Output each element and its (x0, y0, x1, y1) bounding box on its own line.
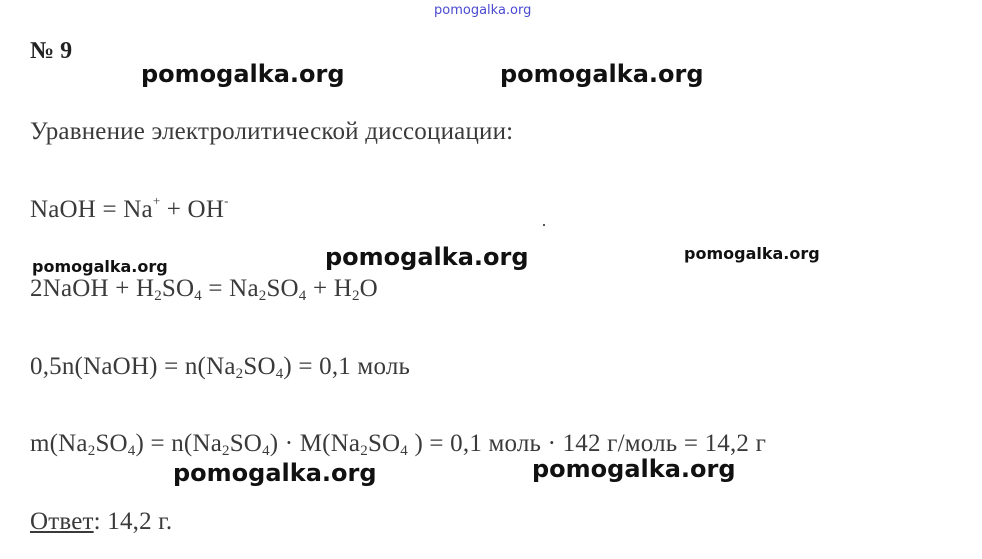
equation-moles: 0,5n(NaOH) = $n(Na_2SO_4) = 0,1$ моль (30, 353, 411, 382)
task-number: № 9 (30, 38, 73, 64)
watermark: pomogalka.org (684, 244, 820, 263)
equation-dissociation: NaOH = Na+ + OH- (30, 193, 229, 223)
stray-dot (543, 224, 545, 226)
watermark: pomogalka.org (500, 60, 704, 88)
watermark: pomogalka.org (325, 243, 529, 271)
equation-mass: $m(Na_2SO_4) = n(Na_2SO_4) \cdot M(Na_2SO_4$ ) = 0,1 моль · 142 г/моль = 14,2 г (30, 430, 767, 459)
watermark: pomogalka.org (532, 455, 736, 483)
watermark: pomogalka.org (173, 459, 377, 487)
equation-reaction: 2NaOH + $H_2SO_4 = Na_2SO_4 + H_2O$ (30, 275, 378, 304)
answer-value: : 14,2 г. (93, 508, 173, 535)
answer (30, 508, 172, 536)
site-link[interactable]: pomogalka.org (434, 3, 532, 18)
intro-text: Уравнение электролитической диссоциации: (30, 118, 514, 145)
answer-label: Ответ (30, 508, 94, 535)
watermark: pomogalka.org (32, 257, 168, 276)
watermark: pomogalka.org (141, 60, 345, 88)
